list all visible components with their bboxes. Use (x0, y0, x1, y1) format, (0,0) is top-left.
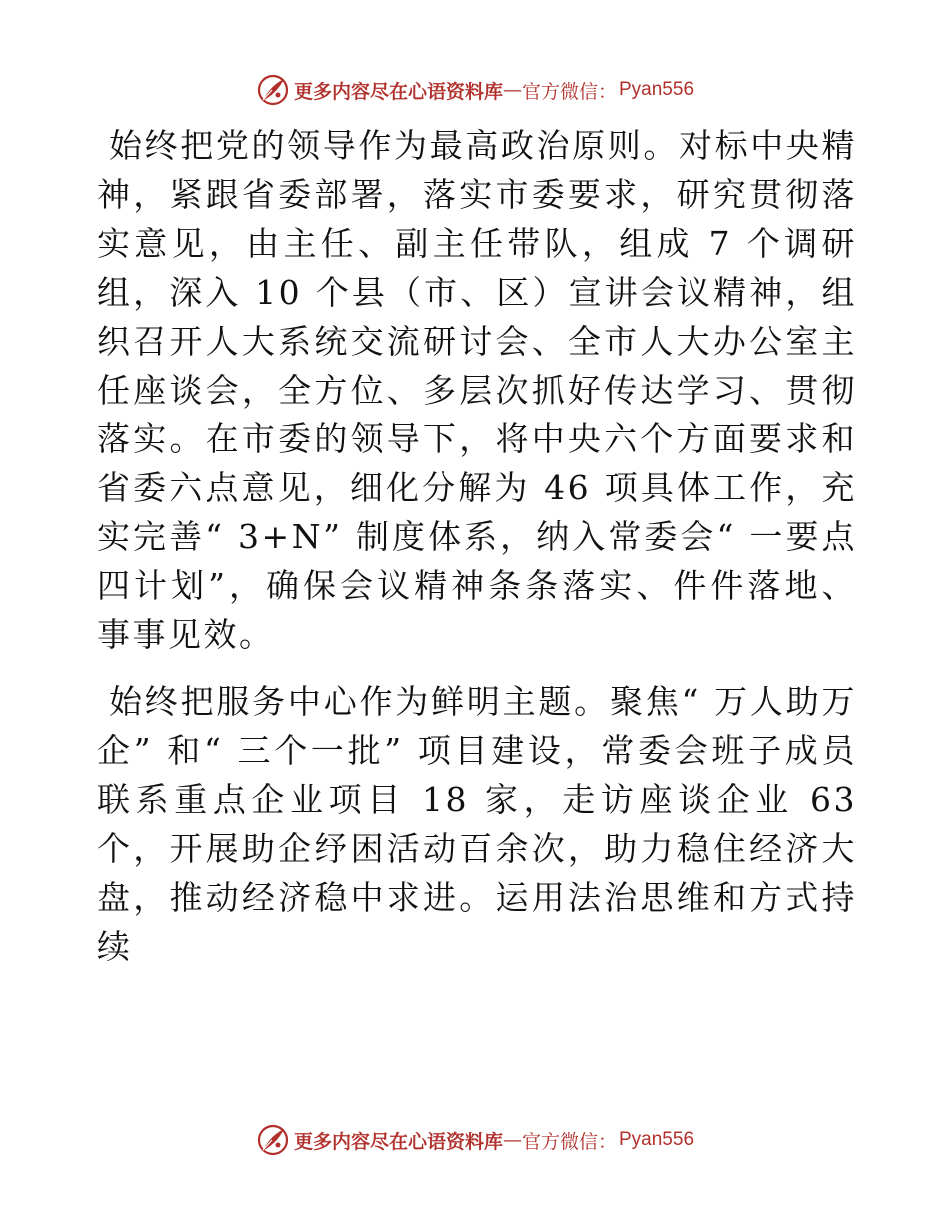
banner-wechat-label: 官方微信： (521, 1130, 617, 1153)
banner-wechat-label: 官方微信： (521, 80, 617, 103)
feather-pen-logo-icon (256, 1123, 290, 1157)
feather-pen-logo-icon (256, 73, 290, 107)
footer-banner (0, 1120, 950, 1160)
banner-wechat-id: Pyan556 (619, 79, 695, 100)
banner-wechat-id: Pyan556 (619, 1129, 695, 1150)
paragraph-service-center: 始终把服务中心作为鲜明主题。聚焦“ 万人助万企” 和“ 三个一批” 项目建设，常委会班子成员联系重点企业项目 18 家，走访座谈企业 63 个，开展助企纾困活动百余次，助力稳住经济大盘，推动经济稳中求进。运用法治思维和方式持续 (97, 681, 857, 966)
banner-slogan: 更多内容尽在心语资料库 (293, 1130, 503, 1153)
paragraph-party-leadership: 始终把党的领导作为最高政治原则。对标中央精神，紧跟省委部署，落实市委要求，研究贯彻落实意见，由主任、副主任带队，组成 7 个调研组，深入 10 个县（市、区）宣讲会议精神，组织召开人大系统交流研讨会、全市人大办公室主任座谈会，全方位、多层次抓好传达学习、贯彻落实。在市委的领导下，将中央六个方面要求和省委六点意见，细化分解为 46 项具体工作，充实完善“ 3+N” 制度体系，纳入常委会“ 一要点四计划”，确保会议精神条条落实、件件落地、事事见效。 (97, 126, 857, 655)
banner-slogan: 更多内容尽在心语资料库 (293, 80, 503, 103)
document-body (97, 122, 857, 971)
header-banner (0, 70, 950, 110)
banner-separator: — (502, 79, 522, 101)
banner-separator: — (502, 1129, 522, 1151)
